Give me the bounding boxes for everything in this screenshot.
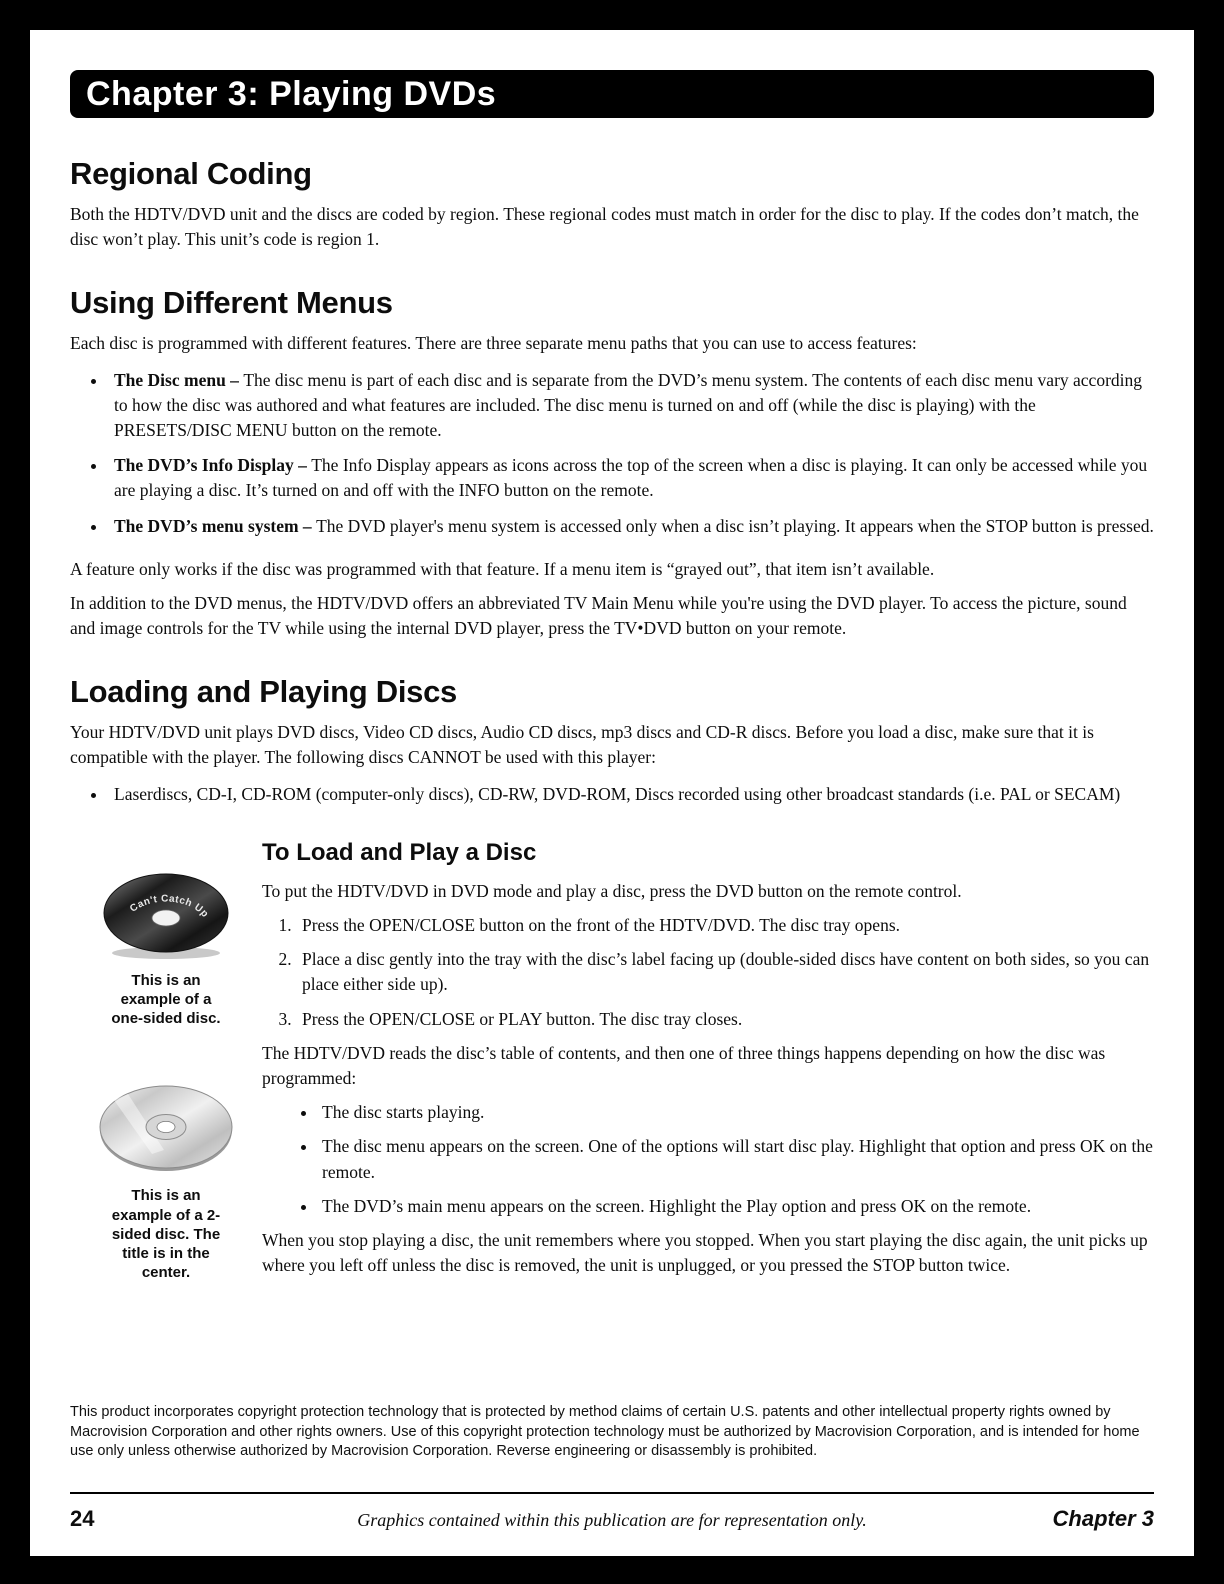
list-item: • The DVD’s main menu appears on the screen. Highlight the Play option and press OK on the remote. <box>318 1194 1154 1219</box>
load-and-play-instructions <box>262 839 1154 1287</box>
bullet-text: The Info Display appears as icons across the top of the screen when a disc is playing. It can only be accessed while you are playing a disc. It’s turned on and off with the INFO button on the remote. <box>114 455 1148 501</box>
regional-coding-body: Both the HDTV/DVD unit and the discs are coded by region. These regional codes must match in order for the disc to play. If the codes don’t match, the disc won’t play. This unit’s code is region 1. <box>70 204 1139 250</box>
step-item: 3. Press the OPEN/CLOSE or PLAY button. The disc tray closes. <box>296 1007 1154 1032</box>
section-title-regional-coding: Regional Coding <box>70 156 312 191</box>
subsection-title-load-play: To Load and Play a Disc <box>262 838 537 866</box>
chapter-title: Chapter 3: Playing DVDs <box>86 74 497 113</box>
list-item <box>108 453 1154 503</box>
chapter-header-bar <box>70 70 1154 118</box>
load-play-results-list <box>284 1100 1154 1219</box>
section-title-loading: Loading and Playing Discs <box>70 674 457 710</box>
bullet-text: The DVD player's menu system is accessed only when a disc isn’t playing. It appears when the STOP button is pressed. <box>316 515 1154 536</box>
two-sided-disc-image <box>94 1080 238 1176</box>
load-play-steps <box>262 913 1154 1032</box>
one-sided-disc-figure <box>100 869 232 1029</box>
step-item: 1. Press the OPEN/CLOSE button on the front of the HDTV/DVD. The disc tray opens. <box>296 913 1154 938</box>
using-menus-para1: A feature only works if the disc was programmed with that feature. If a menu item is “grayed out”, that item isn’t available. <box>70 558 935 579</box>
list-item <box>108 368 1154 444</box>
bullet-text: Laserdiscs, CD-I, CD-ROM (computer-only discs), CD-RW, DVD-ROM, Discs recorded using other broadcast standards (i.e. PAL or SECAM) <box>114 783 1121 804</box>
list-item: • The disc starts playing. <box>318 1100 1154 1125</box>
menu-paths-list <box>70 368 1154 549</box>
one-sided-disc-caption: This is an example of a one-sided disc. <box>111 971 221 1028</box>
one-sided-disc-image <box>100 869 232 961</box>
bullet-lead: The DVD’s Info Display – <box>114 455 312 476</box>
loading-intro: Your HDTV/DVD unit plays DVD discs, Video CD discs, Audio CD discs, mp3 discs and CD-R discs. Before you load a disc, make sure that it is compatible with the player. The following discs CANNOT be used with this player: <box>70 722 1094 768</box>
page-footer <box>70 1492 1154 1532</box>
macrovision-fine-print: This product incorporates copyright protection technology that is protected by method claims of certain U.S. patents and other intellectual property rights owned by Macrovision Corporation and other rights owners. Use of this copyright protection technology must be authorized by Macrovision Corporation, and is intended for home use only unless otherwise authorized by Macrovision Corporation. Reverse engineering or disassembly is prohibited. <box>70 1403 1140 1460</box>
bullet-lead: The DVD’s menu system – <box>114 515 317 536</box>
disc1-label-text: Can't Catch Up <box>128 893 211 920</box>
manual-page <box>30 30 1194 1556</box>
footer-chapter-label: Chapter 3 <box>1052 1506 1154 1531</box>
step-item: 2. Place a disc gently into the tray with the disc’s label facing up (double-sided discs have content on both sides, so you can place either side up). <box>296 947 1154 997</box>
using-menus-intro: Each disc is programmed with different features. There are three separate menu paths that you can use to access features: <box>70 333 917 354</box>
disc-illustrations-column <box>70 839 262 1287</box>
using-menus-para2: In addition to the DVD menus, the HDTV/DVD offers an abbreviated TV Main Menu while you're using the DVD player. To access the picture, sound and image controls for the TV while using the internal DVD player, press the TV•DVD button on your remote. <box>70 592 1127 639</box>
list-item <box>108 782 1154 807</box>
bullet-lead: The Disc menu – <box>114 369 244 390</box>
section-title-using-menus: Using Different Menus <box>70 285 393 321</box>
page-number: 24 <box>70 1506 95 1531</box>
two-sided-disc-figure <box>94 1080 238 1282</box>
list-item: • The disc menu appears on the screen. One of the options will start disc play. Highlight that option and press OK on the remote. <box>318 1134 1154 1184</box>
two-sided-disc-caption: This is an example of a 2-sided disc. The title is in the center. <box>111 1187 221 1282</box>
footer-note: Graphics contained within this publication are for representation only. <box>357 1510 867 1530</box>
load-play-para3: When you stop playing a disc, the unit remembers where you stopped. When you start playing the disc again, the unit picks up where you left off unless the disc is removed, the unit is unplugged, or you pressed the STOP button twice. <box>262 1229 1148 1276</box>
bullet-text: The disc menu is part of each disc and is separate from the DVD’s menu system. The contents of each disc menu vary according to how the disc was authored and what features are included. The disc menu is turned on and off (while the disc is playing) with the PRESETS/DISC MENU button on the remote. <box>114 369 1143 440</box>
load-play-para1: To put the HDTV/DVD in DVD mode and play a disc, press the DVD button on the remote control. <box>262 880 962 901</box>
list-item <box>108 514 1154 539</box>
load-play-para2: The HDTV/DVD reads the disc’s table of contents, and then one of three things happens depending on how the disc was programmed: <box>262 1042 1106 1088</box>
load-and-play-section <box>70 839 1154 1287</box>
incompatible-discs-list <box>70 782 1154 817</box>
